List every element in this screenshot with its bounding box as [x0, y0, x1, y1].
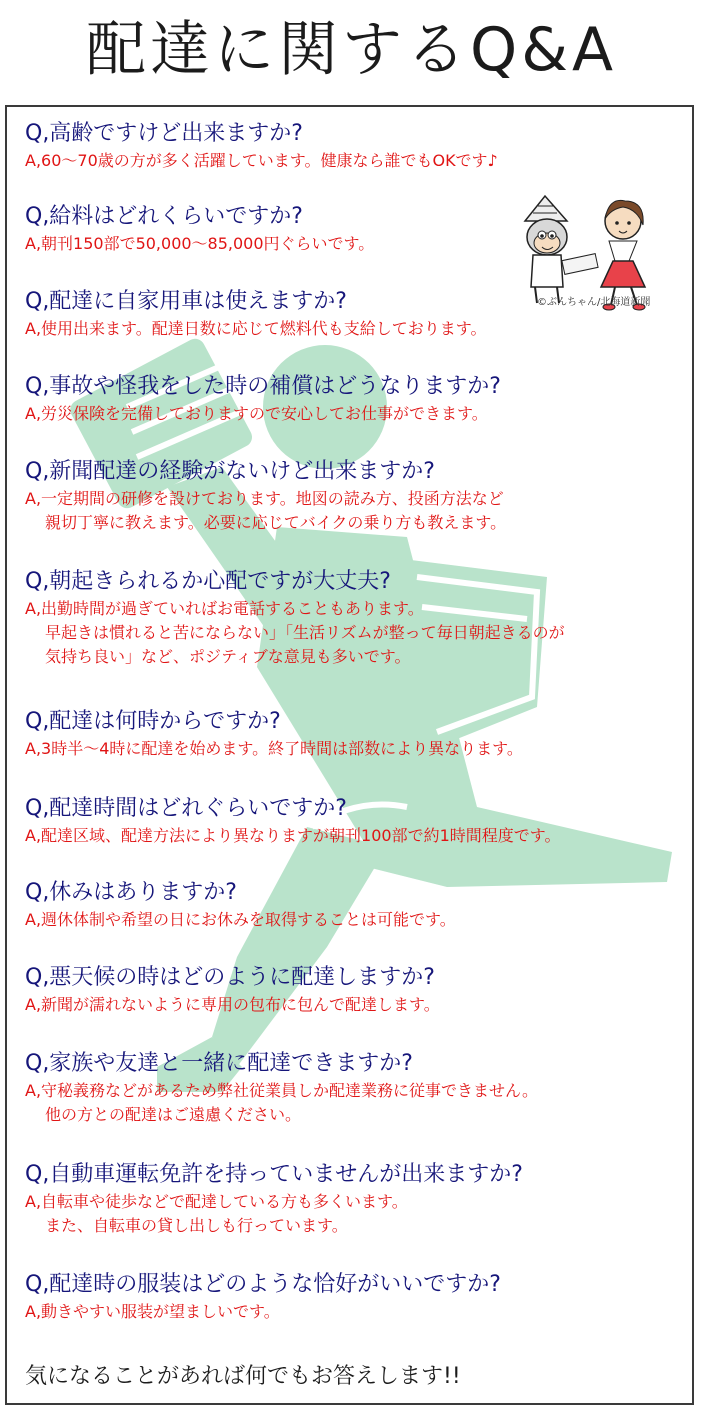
answer: A,守秘義務などがあるため弊社従業員しか配達業務に従事できません。 — [25, 1081, 538, 1100]
qa-item — [25, 457, 685, 535]
question: Q,自動車運転免許を持っていませんが出来ますか? — [25, 1162, 523, 1187]
qa-item — [25, 119, 685, 173]
qa-panel — [5, 105, 694, 1405]
closing-message: 気になることがあれば何でもお答えします!! — [25, 1364, 461, 1389]
answer-continued: 他の方との配達はご遠慮ください。 — [45, 1105, 302, 1124]
illustration-credit: ©ぶんちゃん/北海道新聞 — [537, 297, 651, 308]
question: Q,新聞配達の経験がないけど出来ますか? — [25, 459, 435, 484]
question: Q,事故や怪我をした時の補償はどうなりますか? — [25, 374, 501, 399]
question: Q,休みはありますか? — [25, 880, 237, 905]
answer: A,一定期間の研修を設けております。地図の読み方、投函方法など — [25, 489, 504, 508]
question: Q,配達時の服装はどのような恰好がいいですか? — [25, 1272, 501, 1297]
answer: A,使用出来ます。配達日数に応じて燃料代も支給しております。 — [25, 319, 487, 338]
question: Q,家族や友達と一緒に配達できますか? — [25, 1051, 413, 1076]
answer: A,出勤時間が過ぎていればお電話することもあります。 — [25, 599, 424, 618]
qa-item — [25, 372, 685, 426]
answer: A,新聞が濡れないように専用の包布に包んで配達します。 — [25, 995, 440, 1014]
qa-item — [25, 567, 685, 669]
qa-item — [25, 202, 685, 256]
question: Q,朝起きられるか心配ですが大丈夫? — [25, 569, 391, 594]
qa-item — [25, 794, 685, 848]
answer: A,週休体制や希望の日にお休みを取得することは可能です。 — [25, 910, 456, 929]
qa-item — [25, 287, 685, 341]
question: Q,給料はどれくらいですか? — [25, 204, 303, 229]
question: Q,配達は何時からですか? — [25, 709, 281, 734]
answer: A,自転車や徒歩などで配達している方も多くいます。 — [25, 1192, 408, 1211]
qa-item — [25, 1049, 685, 1127]
question: Q,配達に自家用車は使えますか? — [25, 289, 347, 314]
answer: A,朝刊150部で50,000〜85,000円ぐらいです。 — [25, 234, 375, 253]
answer-continued: 気持ち良い」など、ポジティブな意見も多いです。 — [45, 647, 411, 666]
answer-continued: 親切丁寧に教えます。必要に応じてバイクの乗り方も教えます。 — [45, 513, 507, 532]
question: Q,高齢ですけど出来ますか? — [25, 121, 303, 146]
answer-continued: また、自転車の貸し出しも行っています。 — [45, 1216, 348, 1235]
answer: A,動きやすい服装が望ましいです。 — [25, 1302, 280, 1321]
qa-item — [25, 878, 685, 932]
answer: A,3時半〜4時に配達を始めます。終了時間は部数により異なります。 — [25, 739, 523, 758]
question: Q,配達時間はどれぐらいですか? — [25, 796, 347, 821]
answer: A,配達区域、配達方法により異なりますが朝刊100部で約1時間程度です。 — [25, 826, 561, 845]
answer-continued: 早起きは慣れると苦にならない」「生活リズムが整って毎日朝起きるのが — [45, 623, 565, 642]
qa-item — [25, 963, 685, 1017]
question: Q,悪天候の時はどのように配達しますか? — [25, 965, 435, 990]
page-title: 配達に関するQ&A — [85, 15, 618, 85]
answer: A,労災保険を完備しておりますので安心してお仕事ができます。 — [25, 404, 488, 423]
qa-item — [25, 1270, 685, 1324]
qa-item — [25, 707, 685, 761]
answer: A,60〜70歳の方が多く活躍しています。健康なら誰でもOKです♪ — [25, 151, 498, 170]
qa-item — [25, 1160, 685, 1238]
